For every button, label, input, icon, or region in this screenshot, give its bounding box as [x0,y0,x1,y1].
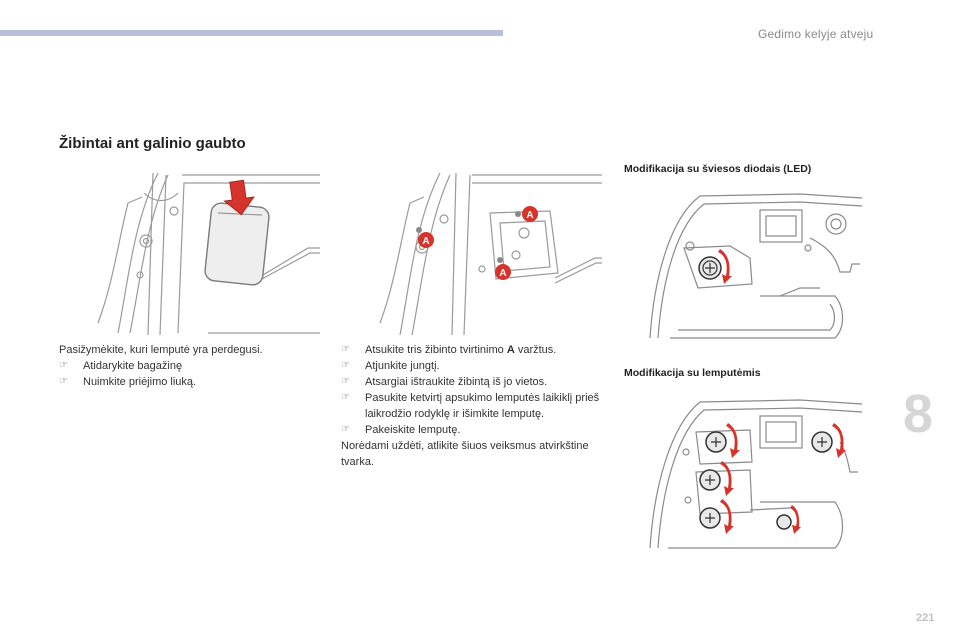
callout-a-ref: A [506,344,515,356]
running-header: Gedimo kelyje atveju [758,27,874,41]
bulb-holder-icon [699,257,721,279]
rotate-arrow-icon [720,461,734,496]
bulb-holder-icon [777,515,791,529]
hand-pointer-bullet-icon: ☞ [59,360,68,371]
hand-pointer-bullet-icon: ☞ [341,344,350,355]
list-item: ☞ Atsargiai ištraukite žibintą iš jo vietos. [341,376,548,388]
list-item: ☞ Atjunkite jungtį. [341,360,440,372]
header-accent-bar [0,30,503,36]
rotate-arrow-icon [726,423,740,458]
list-item: ☞ Atidarykite bagažinę [59,360,183,372]
hand-pointer-bullet-icon: ☞ [341,424,350,435]
steps-access [59,342,299,390]
hand-pointer-bullet-icon: ☞ [341,376,350,387]
figure-bulb-lamp [640,392,870,552]
hand-pointer-bullet-icon: ☞ [341,392,350,403]
callout-a-icon [515,206,538,222]
steps-footer: Norėdami uždėti, atlikite šiuos veiksmus atvirkštine tvarka. [341,440,589,468]
bulb-variant-title: Modifikacija su lemputėmis [624,367,761,379]
rotate-arrow-icon [832,423,846,458]
svg-text:A: A [526,210,534,221]
svg-text:A: A [422,236,430,247]
svg-text:A: A [499,268,507,279]
list-item: ☞ Pasukite ketvirtį apsukimo lemputės laikiklį prieš laikrodžio rodyklę ir išimkite lemputę. [341,392,600,420]
list-item: ☞ Pakeiskite lemputę. [341,424,461,436]
steps-intro: Pasižymėkite, kuri lemputė yra perdegusi. [59,344,263,356]
bulb-holder-icon [706,432,726,452]
page-number: 221 [916,612,935,624]
figure-access-hatch [58,163,320,341]
hand-pointer-bullet-icon: ☞ [59,376,68,387]
list-item: ☞ Nuimkite priėjimo liuką. [59,376,197,388]
led-variant-title: Modifikacija su šviesos diodais (LED) [624,163,812,175]
rotate-arrow-icon [720,499,734,534]
rotate-arrow-icon [790,505,801,534]
bulb-holder-icon [700,508,720,528]
steps-removal [341,342,611,470]
figure-led-lamp [640,188,870,344]
hand-pointer-bullet-icon: ☞ [341,360,350,371]
figure-screws-a [340,163,602,341]
chapter-number: 8 [903,384,934,444]
bulb-holder-icon [700,470,720,490]
bulb-holder-icon [812,432,832,452]
section-title: Žibintai ant galinio gaubto [59,135,246,152]
list-item: ☞ Atsukite tris žibinto tvirtinimo A varžtus. [341,344,557,356]
